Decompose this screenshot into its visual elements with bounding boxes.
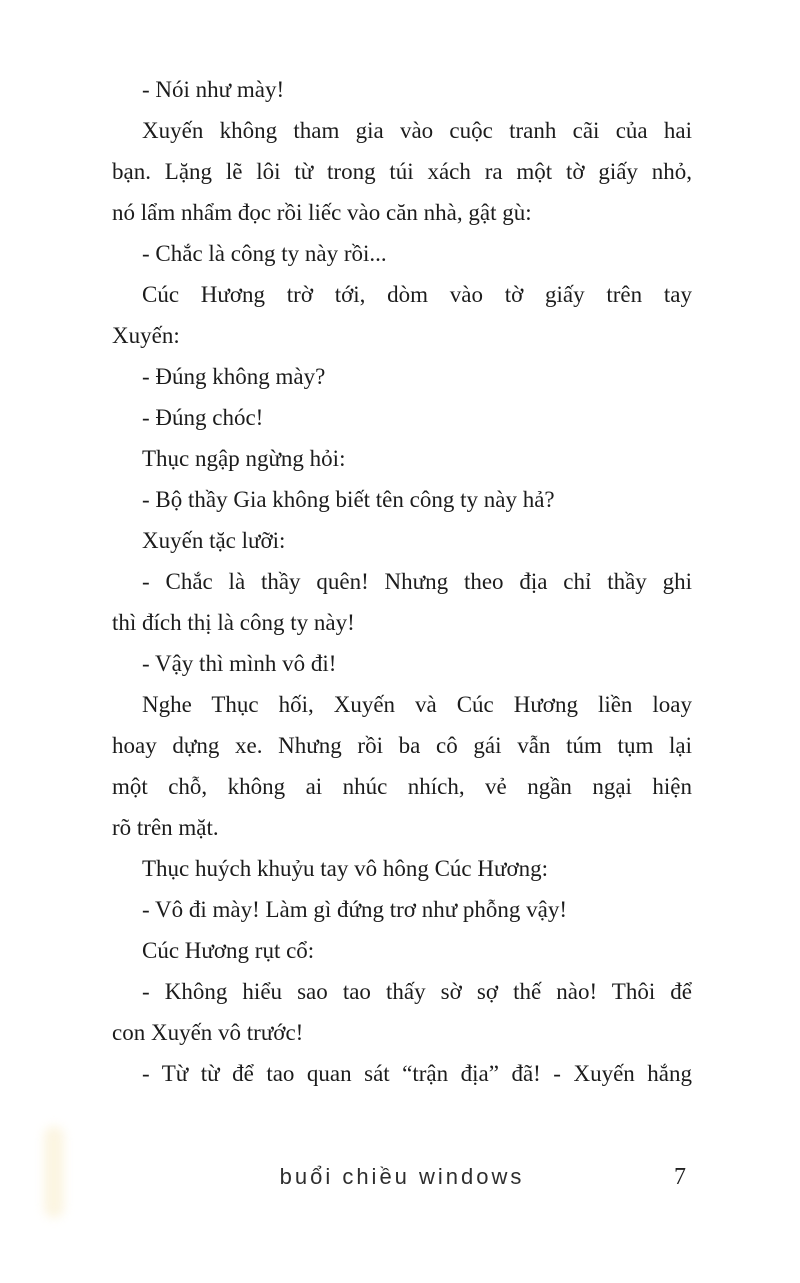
text-line: Thục ngập ngừng hỏi: [142,446,346,471]
text-line: con Xuyến vô trước! [112,1020,304,1045]
text-line: Cúc Hương rụt cổ: [142,938,315,963]
text-line: Thục huých khuỷu tay vô hông Cúc Hương: [142,856,548,881]
text-line: - Chắc là thầy quên! Nhưng theo địa chỉ thầy ghi [142,569,692,594]
text-line: Cúc Hương trờ tới, dòm vào tờ giấy trên tay [142,282,692,307]
text-line: - Vô đi mày! Làm gì đứng trơ như phỗng vậy! [142,897,568,922]
text-line: Xuyến không tham gia vào cuộc tranh cãi của hai [142,118,692,143]
text-line: - Nói như mày! [142,77,285,102]
text-line: - Đúng chóc! [142,405,264,430]
text-line: bạn. Lặng lẽ lôi từ trong túi xách ra một tờ giấy nhỏ, [112,159,692,184]
page-curl-artifact [44,1126,64,1218]
text-line: - Đúng không mày? [142,364,326,389]
text-line: - Bộ thầy Gia không biết tên công ty này hả? [142,487,555,512]
text-line: Xuyến tặc lưỡi: [142,528,286,553]
text-block [112,69,692,1094]
text-line: thì đích thị là công ty này! [112,610,355,635]
text-line: - Không hiểu sao tao thấy sờ sợ thế nào! Thôi để [142,979,692,1004]
running-title: buổi chiều windows [279,1164,525,1189]
text-line: - Từ từ để tao quan sát “trận địa” đã! - Xuyến hắng [142,1061,692,1086]
text-line: rõ trên mặt. [112,815,219,840]
text-line: - Vậy thì mình vô đi! [142,651,337,676]
text-line: nó lẩm nhẩm đọc rồi liếc vào căn nhà, gật gù: [112,200,532,225]
text-line: một chỗ, không ai nhúc nhích, vẻ ngần ngại hiện [112,774,692,799]
footer [112,1156,692,1198]
text-line: Xuyến: [112,323,180,348]
text-line: hoay dựng xe. Nhưng rồi ba cô gái vẫn túm tụm lại [112,733,692,758]
page-number: 7 [674,1164,686,1190]
text-line: Nghe Thục hối, Xuyến và Cúc Hương liền loay [142,692,692,717]
text-line: - Chắc là công ty này rồi... [142,241,387,266]
